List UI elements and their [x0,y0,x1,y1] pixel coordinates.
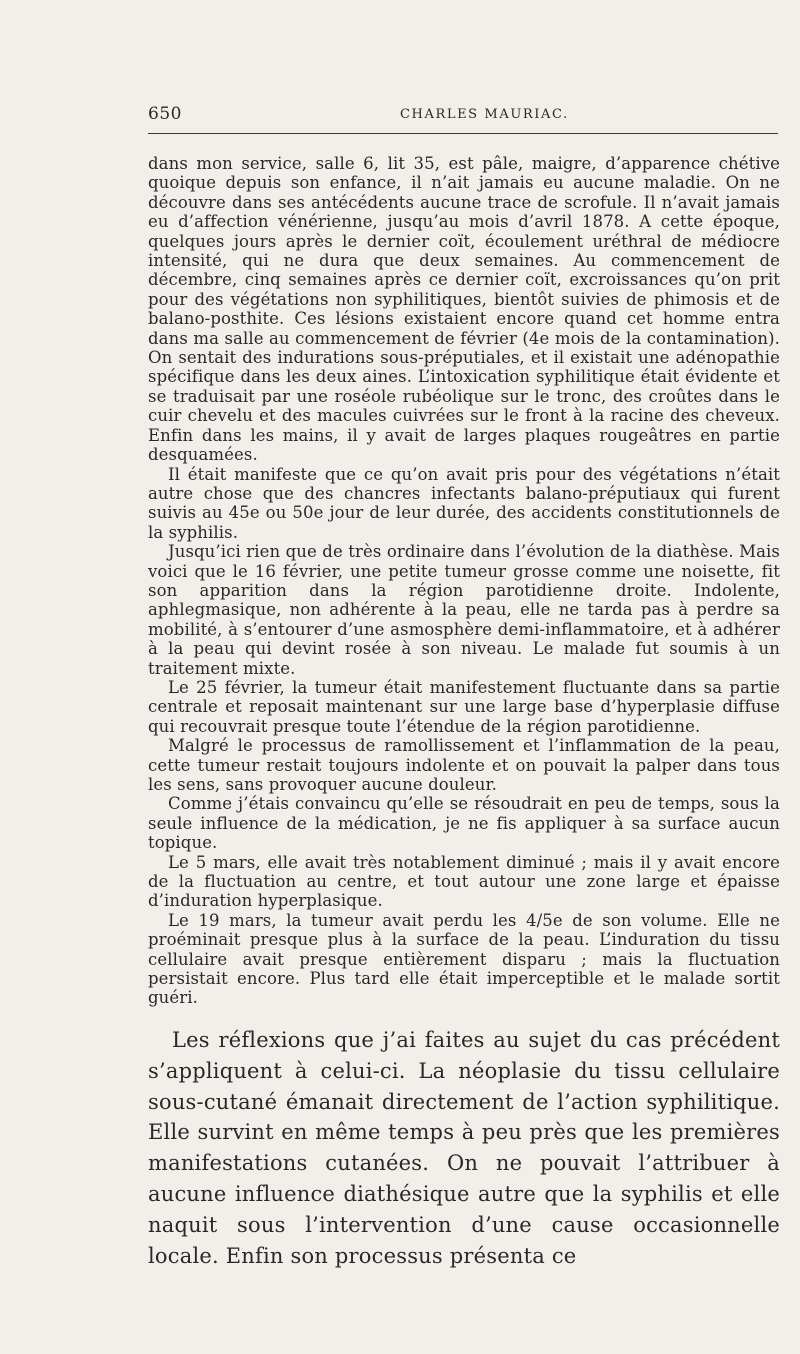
paragraph: Jusqu’ici rien que de très ordinaire dans l’évolution de la diathèse. Mais voici que le 16 février, une petite tumeur grosse comme une noisette, fit son apparition dans la région parotidienne droite. Indolente, aphlegmasique, non adhérente à la peau, elle ne tarda pas à perdre sa mobilité, à s’entourer d’une asmosphère demi-inflammatoire, et à adhérer à la peau qui devint rosée à son niveau. Le malade fut soumis à un traitement mixte. [148,542,780,678]
paragraph: dans mon service, salle 6, lit 35, est pâle, maigre, d’apparence chétive quoique depuis son enfance, il n’ait jamais eu aucune maladie. On ne découvre dans ses antécédents aucune trace de scrofule. Il n’avait jamais eu d’affection vénérienne, jusqu’au mois d’avril 1878. A cette époque, quelques jours après le dernier coït, écoulement uréthral de médiocre intensité, qui ne dura que deux semaines. Au commencement de décembre, cinq semaines après ce dernier coït, excroissances qu’on prit pour des végétations non syphilitiques, bientôt suivies de phimosis et de balano-posthite. Ces lésions existaient encore quand cet homme entra dans ma salle au commencement de février (4e mois de la contamination). On sentait des indurations sous-préputiales, et il existait une adénopathie spécifique dans les deux aines. L’intoxication syphilitique était évidente et se traduisait par une roséole rubéolique sur le tronc, des croûtes dans le cuir chevelu et des macules cuivrées sur le front à la racine des cheveux. Enfin dans les mains, il y avait de larges plaques rougeâtres en partie desquamées. [148,154,780,465]
paragraph: Les réflexions que j’ai faites au sujet du cas précédent s’appliquent à celui-ci. La néoplasie du tissu cellulaire sous-cutané émanait directement de l’action syphilitique. Elle survint en même temps à peu près que les premières manifestations cutanées. On ne pouvait l’attribuer à aucune influence diathésique autre que la syphilis et elle naquit sous l’intervention d’une cause occasionnelle locale. Enfin son processus présenta ce [148,1028,780,1268]
paragraph: Malgré le processus de ramollissement et l’inflammation de la peau, cette tumeur restait toujours indolente et on pouvait la palper dans tous les sens, sans provoquer aucune douleur. [148,736,780,794]
page-number: 650 [148,104,182,124]
paragraph: Il était manifeste que ce qu’on avait pris pour des végétations n’était autre chose que des chancres infectants balano-préputiaux qui furent suivis au 45e ou 50e jour de leur durée, des accidents constitutionnels de la syphilis. [148,464,780,542]
paragraph: Le 19 mars, la tumeur avait perdu les 4/5e de son volume. Elle ne proéminait presque plus à la surface de la peau. L’induration du tissu cellulaire avait presque entièrement disparu ; mais la fluctuation persistait encore. Plus tard elle était imperceptible et le malade sortit guéri. [148,910,780,1008]
running-head: CHARLES MAURIAC. [400,107,569,122]
paragraph: Le 5 mars, elle avait très notablement diminué ; mais il y avait encore de la fluctuation au centre, et tout autour une zone large et épaisse d’induration hyperplasique. [148,852,780,911]
page-header [148,104,778,128]
commentary-text [148,1025,780,1271]
paragraph: Comme j’étais convaincu qu’elle se résoudrait en peu de temps, sous la seule influence de la médication, je ne fis appliquer à sa surface aucun topique. [148,794,780,853]
header-rule [148,133,778,134]
case-report-text [148,154,780,1008]
paragraph: Le 25 février, la tumeur était manifestement fluctuante dans sa partie centrale et reposait maintenant sur une large base d’hyperplasie diffuse qui recouvrait presque toute l’étendue de la région parotidienne. [148,677,780,736]
